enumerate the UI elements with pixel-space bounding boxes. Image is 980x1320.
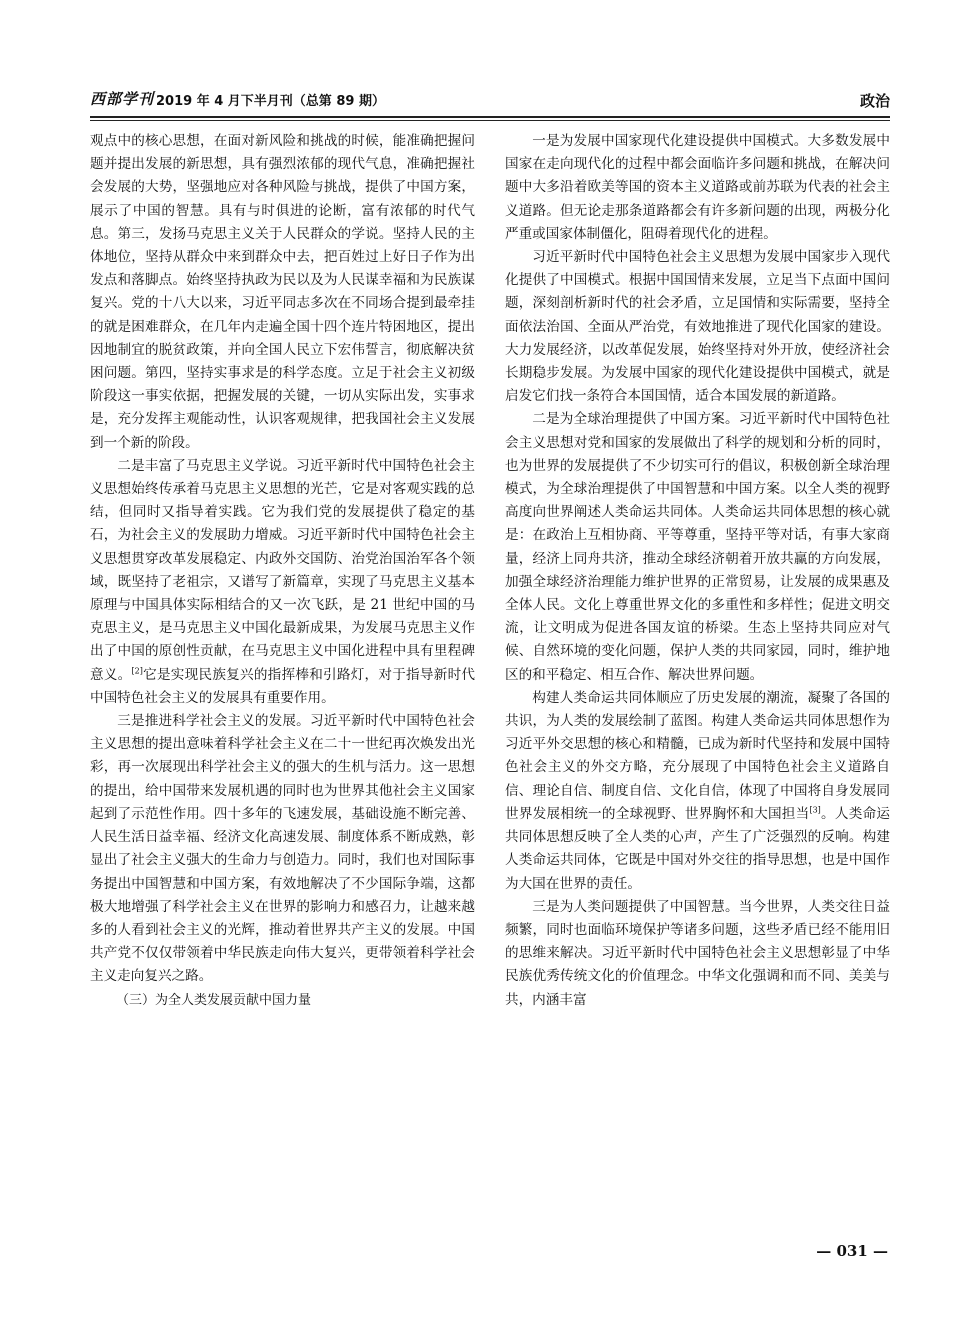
- page-header: [90, 86, 890, 116]
- paragraph-text: （三）为全人类发展贡献中国力量: [116, 992, 312, 1008]
- body-paragraph: [505, 130, 890, 246]
- paragraph-text: 构建人类命运共同体顺应了历史发展的潮流，凝聚了各国的共识，为人类的发展绘制了蓝图。构建人类命运共同体思想作为习近平外交思想的核心和精髓，已成为新时代坚持和发展中国特色社会主义的外交方略，充分展现了中国特色社会主义道路自信、理论自信、制度自信、文化自信，体现了中国将自身发展同世界发展相统一的全球视野、世界胸怀和大国担当: [505, 689, 890, 822]
- paragraph-text: 三是为人类问题提供了中国智慧。当今世界，人类交往日益频繁，同时也面临环境保护等诸多问题，这些矛盾已经不能用旧的思维来解决。习近平新时代中国特色社会主义思想彰显了中华民族优秀传统文化的价值理念。中华文化强调和而不同、美美与共，内涵丰富: [505, 898, 890, 1008]
- section-subheading: [90, 989, 475, 1012]
- body-paragraph: [505, 687, 890, 896]
- left-column: [90, 130, 475, 1012]
- issue-info: 2019 年 4 月下半月刊（总第 89 期）: [156, 94, 385, 109]
- paragraph-text: 习近平新时代中国特色社会主义思想为发展中国家步入现代化提供了中国模式。根据中国国情来发展，立足当下点面中国问题，深刻剖析新时代的社会矛盾，立足国情和实际需要，坚持全面依法治国、全面从严治党，有效地推进了现代化国家的建设。大力发展经济，以改革促发展，始终坚持对外开放，使经济社会长期稳步发展。为发展中国家的现代化建设提供中国模式，就是启发它们找一条符合本国国情，适合本国发展的新道路。: [505, 249, 890, 405]
- paragraph-text: 二是丰富了马克思主义学说。习近平新时代中国特色社会主义思想始终传承着马克思主义思想的光芒，它是对客观实践的总结，但同时又指导着实践。它为我们党的发展提供了稳定的基石，为社会主义的发展助力增威。习近平新时代中国特色社会主义思想贯穿改革发展稳定、内政外交国防、治党治国治军各个领域，既坚持了老祖宗，又谱写了新篇章，实现了马克思主义基本原理与中国具体实际相结合的又一次飞跃，是 21 世纪中国的马克思主义，是马克思主义中国化最新成果，为发展马克思主义作出了中国的原创性贡献，在马克思主义中国化进程中具有里程碑意义。: [90, 457, 475, 683]
- paragraph-text: 它是实现民族复兴的指挥棒和引路灯，对于指导新时代中国特色社会主义的发展具有重要作用。: [90, 666, 476, 706]
- body-paragraph: [505, 246, 890, 408]
- body-paragraph: [505, 408, 890, 686]
- paragraph-text: 一是为发展中国家现代化建设提供中国模式。大多数发展中国家在走向现代化的过程中都会面临许多问题和挑战，在解决问题中大多沿着欧美等国的资本主义道路或前苏联为代表的社会主义道路。但无论走那条道路都会有许多新问题的出现，两极分化严重或国家体制僵化，阻碍着现代化的进程。: [505, 133, 890, 242]
- body-paragraph: [90, 710, 475, 988]
- right-column: [505, 130, 890, 1012]
- paragraph-text: 。人类命运共同体思想反映了全人类的心声，产生了广泛强烈的反响。构建人类命运共同体，它既是中国对外交往的指导思想，也是中国作为大国在世界的责任。: [505, 805, 891, 892]
- section-label: 政治: [859, 92, 890, 110]
- paragraph-text: 二是为全球治理提供了中国方案。习近平新时代中国特色社会主义思想对党和国家的发展做出了科学的规划和分析的同时，也为世界的发展提供了不少切实可行的倡议，积极创新全球治理模式，为全球治理提供了中国智慧和中国方案。以全人类的视野高度向世界阐述人类命运共同体。人类命运共同体思想的核心就是：在政治上互相协商、平等尊重，坚持平等对话，有事大家商量，经济上同舟共济，推动全球经济朝着开放共赢的方向发展，加强全球经济治理能力维护世界的正常贸易，让发展的成果惠及全体人民。文化上尊重世界文化的多重性和多样性；促进文明交流，让文明成为促进各国友谊的桥梁。生态上坚持共同应对气候、自然环境的变化问题，保护人类的共同家园，同时，维护地区的和平稳定、相互合作、解决世界问题。: [505, 411, 890, 683]
- journal-name: 西部学刊: [90, 90, 155, 108]
- header-rule-thin: [90, 120, 890, 121]
- paragraph-text: 观点中的核心思想，在面对新风险和挑战的时候，能准确把握问题并提出发展的新思想，具有强烈浓郁的现代气息，准确把握社会发展的大势，坚强地应对各种风险与挑战，提供了中国方案，展示了中国的智慧。具有与时俱进的论断，富有浓郁的时代气息。第三，发扬马克思主义关于人民群众的学说。坚持人民的主体地位，坚持从群众中来到群众中去，把百姓过上好日子作为出发点和落脚点。始终坚持执政为民以及为人民谋幸福和为民族谋复兴。党的十八大以来，习近平同志多次在不同场合提到最牵挂的就是困难群众，在几年内走遍全国十四个连片特困地区，提出因地制宜的脱贫政策，并向全国人民立下宏伟誓言，彻底解决贫困问题。第四，坚持实事求是的科学态度。立足于社会主义初级阶段这一事实依据，把握发展的关键，一切从实际出发，实事求是，充分发挥主观能动性，认识客观规律，把我国社会主义发展到一个新的阶段。: [90, 133, 475, 451]
- body-paragraph: [90, 130, 475, 455]
- citation-reference: [3]: [809, 805, 821, 815]
- header-rule: [90, 116, 890, 118]
- body-paragraph: [505, 896, 890, 1012]
- body-paragraph: [90, 455, 475, 710]
- page-number: — 031 —: [816, 1242, 888, 1260]
- citation-reference: [2]: [131, 666, 143, 676]
- paragraph-text: 三是推进科学社会主义的发展。习近平新时代中国特色社会主义思想的提出意味着科学社会主义在二十一世纪再次焕发出光彩，再一次展现出科学社会主义的强大的生机与活力。这一思想的提出，给中国带来发展机遇的同时也为世界其他社会主义国家起到了示范性作用。四十多年的飞速发展，基础设施不断完善、人民生活日益幸福、经济文化高速发展、制度体系不断成熟，彰显出了社会主义强大的生命力与创造力。同时，我们也对国际事务提出中国智慧和中国方案，有效地解决了不少国际争端，这都极大地增强了科学社会主义在世界的影响力和感召力，让越来越多的人看到社会主义的光辉，推动着世界共产主义的发展。中国共产党不仅仅带领着中华民族走向伟大复兴，更带领着科学社会主义走向复兴之路。: [90, 713, 475, 985]
